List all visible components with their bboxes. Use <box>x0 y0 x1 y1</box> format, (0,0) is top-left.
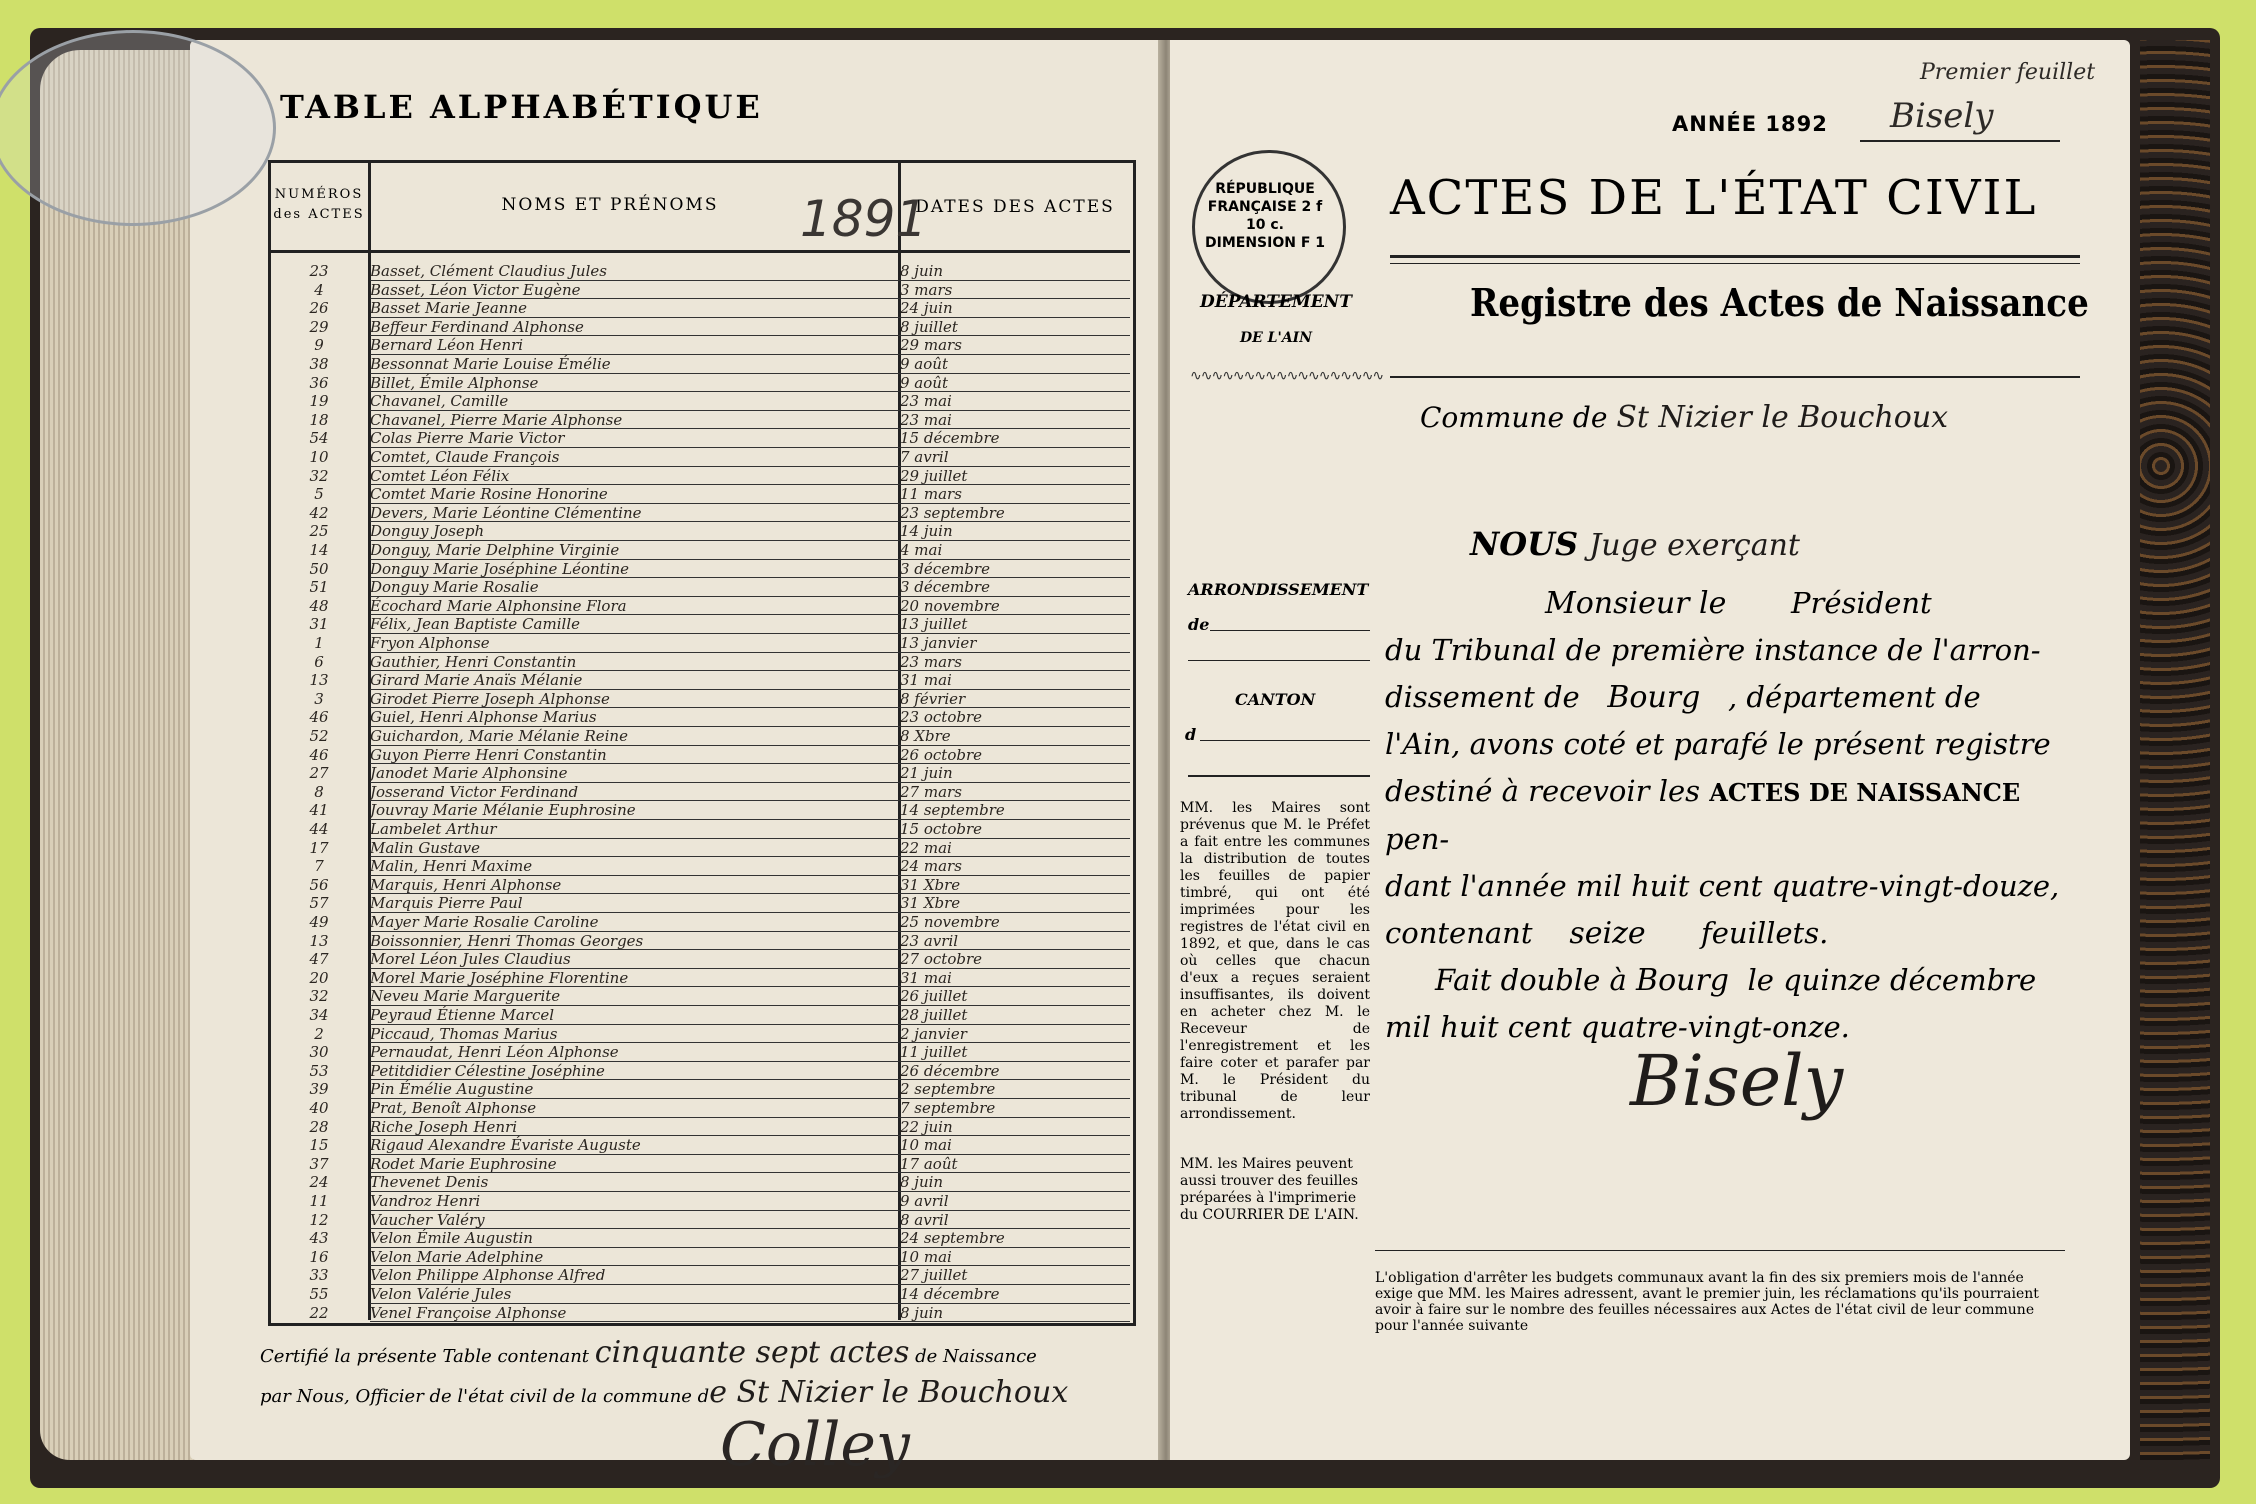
entry-num: 16 <box>309 1247 329 1266</box>
entry-date: 3 mars <box>900 280 953 299</box>
rule <box>1390 376 2080 378</box>
entry-num: 13 <box>309 931 329 950</box>
table-row <box>270 392 1130 411</box>
table-row <box>270 1173 1130 1192</box>
entry-name: Donguy, Marie Delphine Virginie <box>370 541 620 559</box>
entry-name: Girodet Pierre Joseph Alphonse <box>370 689 610 708</box>
entry-name: Beffeur Ferdinand Alphonse <box>370 317 584 336</box>
entry-date: 9 août <box>900 373 948 392</box>
entry-name: Pernaudat, Henri Léon Alphonse <box>370 1043 619 1062</box>
entry-num: 46 <box>309 708 329 727</box>
table-row <box>270 1211 1130 1230</box>
entry-name: Comtet, Claude François <box>370 448 560 466</box>
entry-date: 13 janvier <box>900 634 977 652</box>
entry-num: 47 <box>309 950 329 969</box>
entry-name: Velon Marie Adelphine <box>370 1247 544 1266</box>
table-row <box>270 932 1130 951</box>
entry-name: Pin Émélie Augustine <box>370 1080 534 1099</box>
entry-date: 10 mai <box>900 1247 952 1266</box>
register-title: Registre des Actes de Naissance <box>1470 280 2089 325</box>
table-row <box>270 1136 1130 1155</box>
entry-date: 13 juillet <box>900 615 968 634</box>
entry-num: 28 <box>309 1117 329 1136</box>
entry-date: 14 décembre <box>900 1285 1000 1303</box>
table-row <box>270 727 1130 746</box>
table-row <box>270 560 1130 579</box>
table-row <box>270 801 1130 820</box>
entry-num: 57 <box>309 894 329 913</box>
entry-num: 18 <box>309 410 329 429</box>
entry-name: Piccaud, Thomas Marius <box>370 1024 558 1043</box>
entry-num: 54 <box>309 429 329 448</box>
col-header-noms: NOMS ET PRÉNOMS <box>501 195 719 215</box>
entry-num: 39 <box>309 1080 329 1099</box>
entry-name: Fryon Alphonse <box>370 634 490 652</box>
table-row <box>270 950 1130 969</box>
row-rule <box>370 1321 1130 1322</box>
entry-name: Peyraud Étienne Marcel <box>370 1006 555 1024</box>
entry-name: Guichardon, Marie Mélanie Reine <box>370 727 628 745</box>
col-header-dates: DATES DES ACTES <box>915 197 1115 217</box>
entry-num: 6 <box>314 652 324 671</box>
entry-date: 8 février <box>900 689 966 708</box>
table-row <box>270 374 1130 393</box>
register-body: Monsieur le Président du Tribunal de première instance de l'arron- dissement de Bourg , département de l'Ain, avons coté et parafé le présent registre destiné à recevoir les ACTES DE NAISSANCE pen- dant l'année mil huit cent quatre-vingt-douze, contenant seize feuillets. Fait double à Bourg le quinze décembre mil huit cent quatre-vingt-onze. <box>1385 586 2060 1044</box>
entry-date: 8 juin <box>900 1173 944 1192</box>
entry-num: 13 <box>309 671 329 690</box>
entry-date: 14 septembre <box>900 801 1005 820</box>
entry-name: Guiel, Henri Alphonse Marius <box>370 708 597 727</box>
entry-num: 51 <box>309 578 329 597</box>
table-row <box>270 634 1130 653</box>
entry-num: 25 <box>309 522 329 541</box>
table-row <box>270 411 1130 430</box>
table-row <box>270 987 1130 1006</box>
entry-num: 10 <box>309 448 329 466</box>
table-row <box>270 913 1130 932</box>
entry-date: 23 avril <box>900 931 959 950</box>
table-row <box>270 578 1130 597</box>
entry-date: 27 mars <box>900 782 962 801</box>
entry-num: 3 <box>314 689 324 708</box>
entry-num: 29 <box>309 317 329 336</box>
entry-name: Marquis, Henri Alphonse <box>370 875 562 894</box>
entry-date: 27 juillet <box>900 1266 968 1285</box>
entry-date: 22 juin <box>900 1117 953 1136</box>
entry-name: Devers, Marie Léontine Clémentine <box>370 503 642 522</box>
rule <box>1375 1250 2065 1251</box>
table-row <box>270 1248 1130 1267</box>
entry-num: 4 <box>314 280 324 299</box>
entry-num: 24 <box>309 1173 329 1192</box>
entry-date: 8 Xbre <box>900 727 951 745</box>
canton-label: CANTON <box>1235 690 1316 709</box>
entry-date: 24 juin <box>900 299 953 318</box>
commune-line: Commune de St Nizier le Bouchoux <box>1420 400 1949 435</box>
table-row <box>270 1006 1130 1025</box>
table-row <box>270 708 1130 727</box>
entry-date: 2 janvier <box>900 1024 967 1043</box>
entry-date: 3 décembre <box>900 578 990 597</box>
entry-name: Rodet Marie Euphrosine <box>370 1154 557 1173</box>
entry-date: 23 octobre <box>900 708 982 727</box>
table-row <box>270 894 1130 913</box>
table-row <box>270 783 1130 802</box>
table-row <box>270 671 1130 690</box>
table-row <box>270 1080 1130 1099</box>
entry-date: 31 Xbre <box>900 875 961 894</box>
entry-name: Comtet Marie Rosine Honorine <box>370 485 608 504</box>
title-rule <box>1390 263 2080 264</box>
entry-num: 12 <box>309 1210 329 1229</box>
cert-handwritten-commune: e St Nizier le Bouchoux <box>709 1375 1069 1410</box>
entry-num: 1 <box>314 634 324 652</box>
president-signature: Bisely <box>1630 1040 1844 1122</box>
table-row <box>270 857 1130 876</box>
entry-name: Donguy Joseph <box>370 522 485 541</box>
entry-date: 25 novembre <box>900 913 1000 931</box>
entry-name: Petitdidier Célestine Joséphine <box>370 1061 605 1080</box>
table-row <box>270 299 1130 318</box>
entry-name: Malin Gustave <box>370 838 480 857</box>
entry-date: 23 mai <box>900 410 952 429</box>
entry-name: Basset, Clément Claudius Jules <box>370 262 607 280</box>
entry-date: 8 avril <box>900 1210 949 1229</box>
table-row <box>270 1192 1130 1211</box>
table-row <box>270 1062 1130 1081</box>
table-row <box>270 820 1130 839</box>
table-row <box>270 1043 1130 1062</box>
entry-date: 21 juin <box>900 764 953 783</box>
entry-date: 2 septembre <box>900 1080 996 1099</box>
entry-num: 43 <box>309 1229 329 1248</box>
entry-date: 29 mars <box>900 336 962 355</box>
entry-date: 9 avril <box>900 1192 949 1210</box>
entry-name: Girard Marie Anaïs Mélanie <box>370 671 583 690</box>
entry-name: Vandroz Henri <box>370 1192 481 1210</box>
table-row <box>270 1025 1130 1044</box>
entry-date: 15 octobre <box>900 820 982 838</box>
entry-name: Vaucher Valéry <box>370 1210 485 1229</box>
entry-num: 33 <box>309 1266 329 1285</box>
title-rule <box>1390 255 2080 258</box>
table-row <box>270 336 1130 355</box>
table-row <box>270 690 1130 709</box>
handwritten-year: 1891 <box>800 190 928 248</box>
entry-num: 40 <box>309 1099 329 1117</box>
entry-name: Rigaud Alexandre Évariste Auguste <box>370 1136 641 1155</box>
nous-line: NOUS Juge exerçant <box>1470 525 1800 563</box>
table-row <box>270 597 1130 616</box>
entry-num: 42 <box>309 503 329 522</box>
entry-num: 37 <box>309 1154 329 1173</box>
cert-handwritten-count: cinquante sept actes <box>594 1335 910 1370</box>
entry-name: Josserand Victor Ferdinand <box>370 782 579 801</box>
table-row <box>270 355 1130 374</box>
table-row <box>270 764 1130 783</box>
entry-num: 27 <box>309 764 329 783</box>
entry-date: 17 août <box>900 1154 958 1173</box>
entry-name: Velon Philippe Alphonse Alfred <box>370 1266 606 1285</box>
entry-num: 56 <box>309 875 329 894</box>
marbled-cover <box>2140 40 2210 1460</box>
entry-name: Chavanel, Pierre Marie Alphonse <box>370 410 623 429</box>
entry-date: 9 août <box>900 355 948 373</box>
maires-notice-2: MM. les Maires peuvent aussi trouver des feuilles préparées à l'imprimerie du COURRIER DE L'AIN. <box>1180 1156 1359 1223</box>
entry-num: 41 <box>309 801 329 820</box>
entry-num: 30 <box>309 1043 329 1062</box>
entry-name: Janodet Marie Alphonsine <box>370 764 568 783</box>
entry-date: 24 mars <box>900 857 962 876</box>
entry-date: 26 juillet <box>900 987 968 1006</box>
top-signature: Bisely <box>1890 96 1994 136</box>
entry-num: 50 <box>309 559 329 578</box>
entry-num: 46 <box>309 745 329 764</box>
entry-num: 52 <box>309 727 329 745</box>
entry-name: Riche Joseph Henri <box>370 1117 518 1136</box>
entry-name: Bernard Léon Henri <box>370 336 524 355</box>
entry-date: 7 septembre <box>900 1099 996 1117</box>
entry-name: Thevenet Denis <box>370 1173 489 1192</box>
entry-date: 3 décembre <box>900 559 990 578</box>
arrondissement-de: de <box>1188 615 1210 634</box>
table-row <box>270 429 1130 448</box>
de-l-ain-label: DE L'AIN <box>1240 330 1313 346</box>
entry-name: Mayer Marie Rosalie Caroline <box>370 913 599 931</box>
entry-name: Jouvray Marie Mélanie Euphrosine <box>370 801 636 820</box>
entry-date: 15 décembre <box>900 429 1000 448</box>
entry-date: 11 mars <box>900 485 962 504</box>
entry-date: 31 mai <box>900 968 952 987</box>
entry-name: Prat, Benoît Alphonse <box>370 1099 537 1117</box>
entry-date: 7 avril <box>900 448 949 466</box>
entry-name: Morel Marie Joséphine Florentine <box>370 968 629 987</box>
table-row <box>270 262 1130 281</box>
entry-num: 22 <box>309 1303 329 1322</box>
entry-name: Venel Françoise Alphonse <box>370 1303 567 1322</box>
table-row <box>270 1304 1130 1323</box>
entry-num: 11 <box>309 1192 329 1210</box>
entry-date: 20 novembre <box>900 596 1000 615</box>
entry-name: Basset, Léon Victor Eugène <box>370 280 581 299</box>
entry-name: Bessonnat Marie Louise Émélie <box>370 355 611 373</box>
entry-date: 22 mai <box>900 838 952 857</box>
table-row <box>270 653 1130 672</box>
entry-date: 23 mars <box>900 652 962 671</box>
cert-line-1: Certifié la présente Table contenant cinquante sept actes de Naissance <box>260 1335 1037 1370</box>
entry-name: Guyon Pierre Henri Constantin <box>370 745 607 764</box>
entry-date: 11 juillet <box>900 1043 968 1062</box>
entry-date: 4 mai <box>900 541 943 559</box>
entry-name: Velon Émile Augustin <box>370 1229 533 1248</box>
page-title: ACTES DE L'ÉTAT CIVIL <box>1390 170 2038 226</box>
table-row <box>270 1285 1130 1304</box>
table-row <box>270 1266 1130 1285</box>
table-row <box>270 1229 1130 1248</box>
table-row <box>270 448 1130 467</box>
table-row <box>270 522 1130 541</box>
entry-date: 26 octobre <box>900 745 982 764</box>
entry-name: Gauthier, Henri Constantin <box>370 652 577 671</box>
table-row <box>270 746 1130 765</box>
rule <box>1188 775 1370 777</box>
entry-num: 5 <box>314 485 324 504</box>
table-row <box>270 467 1130 486</box>
entry-num: 7 <box>314 857 324 876</box>
entry-num: 23 <box>309 262 329 280</box>
entry-date: 8 juin <box>900 1303 944 1322</box>
entry-date: 31 Xbre <box>900 894 961 913</box>
entry-date: 23 mai <box>900 392 952 411</box>
table-row <box>270 1099 1130 1118</box>
entry-name: Comtet Léon Félix <box>370 466 510 485</box>
rule <box>1188 660 1370 661</box>
entry-name: Billet, Émile Alphonse <box>370 373 539 392</box>
table-row <box>270 318 1130 337</box>
entry-name: Donguy Marie Joséphine Léontine <box>370 559 630 578</box>
entry-num: 31 <box>309 615 329 634</box>
entry-name: Colas Pierre Marie Victor <box>370 429 565 448</box>
entry-name: Morel Léon Jules Claudius <box>370 950 571 969</box>
table-row <box>270 541 1130 560</box>
entry-date: 28 juillet <box>900 1006 968 1024</box>
nous-handwritten: Juge exerçant <box>1589 528 1800 563</box>
maires-notice: MM. les Maires sont prévenus que M. le Préfet a fait entre les communes la distribution de toutes les feuilles de papier timbré, qui ont été imprimées pour les registres de l'état civil en 1892, et que, dans le cas où celles que chacun d'eux a reçues seraient insuffisantes, ils doivent en acheter chez M. le Receveur de l'enregistrement et les faire coter et parafer par M. le Président du tribunal de leur arrondissement. <box>1180 800 1370 1122</box>
entry-date: 14 juin <box>900 522 953 541</box>
entry-name: Neveu Marie Marguerite <box>370 987 561 1006</box>
entry-name: Velon Valérie Jules <box>370 1285 512 1303</box>
entry-date: 29 juillet <box>900 466 968 485</box>
entry-num: 32 <box>309 466 329 485</box>
entry-num: 34 <box>309 1006 329 1024</box>
canton-d: d <box>1185 725 1197 744</box>
entry-name: Lambelet Arthur <box>370 820 497 838</box>
table-row <box>270 839 1130 858</box>
entry-date: 23 septembre <box>900 503 1005 522</box>
entry-name: Boissonnier, Henri Thomas Georges <box>370 931 644 950</box>
arrondissement-label: ARRONDISSEMENT <box>1188 580 1369 599</box>
commune-handwritten: St Nizier le Bouchoux <box>1616 400 1949 435</box>
entry-num: 32 <box>309 987 329 1006</box>
footnote: L'obligation d'arrêter les budgets communaux avant la fin des six premiers mois de l'année exige que MM. les Maires adressent, avant le premier juin, les réclamations qu'ils pourraient avoir à faire sur le nombre des feuilles nécessaires aux Actes de l'état civil de leur commune pour l'année suivante <box>1375 1270 2039 1334</box>
table-row <box>270 615 1130 634</box>
rule <box>1210 630 1370 631</box>
table-row <box>270 1155 1130 1174</box>
table-title: TABLE ALPHABÉTIQUE <box>280 88 763 126</box>
stamp-text: RÉPUBLIQUE FRANÇAISE 2 f 10 c. DIMENSION F 1 <box>1205 181 1326 251</box>
table-row <box>270 504 1130 523</box>
cert-line-2: par Nous, Officier de l'état civil de la commune de St Nizier le Bouchoux <box>260 1375 1069 1410</box>
entry-num: 9 <box>314 336 324 355</box>
entry-num: 36 <box>309 373 329 392</box>
magnifier-lens <box>0 30 276 226</box>
entry-num: 49 <box>309 913 329 931</box>
table-row <box>270 1118 1130 1137</box>
entry-num: 2 <box>314 1024 324 1043</box>
header-rule <box>268 250 1130 253</box>
entry-date: 26 décembre <box>900 1061 1000 1080</box>
entry-name: Marquis Pierre Paul <box>370 894 523 913</box>
table-row <box>270 281 1130 300</box>
col-header-numeros: NUMÉROS des ACTES <box>273 187 365 222</box>
premier-feuillet-note: Premier feuillet <box>1920 60 2096 85</box>
entry-num: 48 <box>309 596 329 615</box>
entry-date: 31 mai <box>900 671 952 690</box>
entry-num: 8 <box>314 782 324 801</box>
entry-date: 24 septembre <box>900 1229 1005 1248</box>
entry-name: Basset Marie Jeanne <box>370 299 527 318</box>
entry-date: 10 mai <box>900 1136 952 1155</box>
ornament-rule: ∿∿∿∿∿∿∿∿∿∿∿∿∿∿∿∿∿∿ <box>1190 368 1384 384</box>
entry-num: 19 <box>309 392 329 411</box>
table-row <box>270 876 1130 895</box>
entry-num: 55 <box>309 1285 329 1303</box>
entry-num: 17 <box>309 838 329 857</box>
entry-num: 38 <box>309 355 329 373</box>
rule <box>1860 140 2060 142</box>
entry-num: 26 <box>309 299 329 318</box>
entry-name: Malin, Henri Maxime <box>370 857 533 876</box>
entry-num: 15 <box>309 1136 329 1155</box>
officer-signature: Colley <box>720 1410 910 1480</box>
table-row <box>270 485 1130 504</box>
entry-num: 14 <box>309 541 329 559</box>
entry-num: 53 <box>309 1061 329 1080</box>
entry-name: Écochard Marie Alphonsine Flora <box>370 596 627 615</box>
entry-date: 8 juillet <box>900 317 958 336</box>
table-row <box>270 969 1130 988</box>
entry-num: 44 <box>309 820 329 838</box>
rule <box>1200 740 1370 741</box>
departement-label: DÉPARTEMENT <box>1200 292 1352 312</box>
entry-date: 8 juin <box>900 262 944 280</box>
entry-name: Donguy Marie Rosalie <box>370 578 539 597</box>
entry-name: Chavanel, Camille <box>370 392 509 411</box>
certification-block <box>260 1335 1140 1415</box>
entry-date: 27 octobre <box>900 950 982 969</box>
entry-name: Félix, Jean Baptiste Camille <box>370 615 580 634</box>
entry-num: 20 <box>309 968 329 987</box>
year-heading: ANNÉE 1892 <box>1672 112 1828 136</box>
